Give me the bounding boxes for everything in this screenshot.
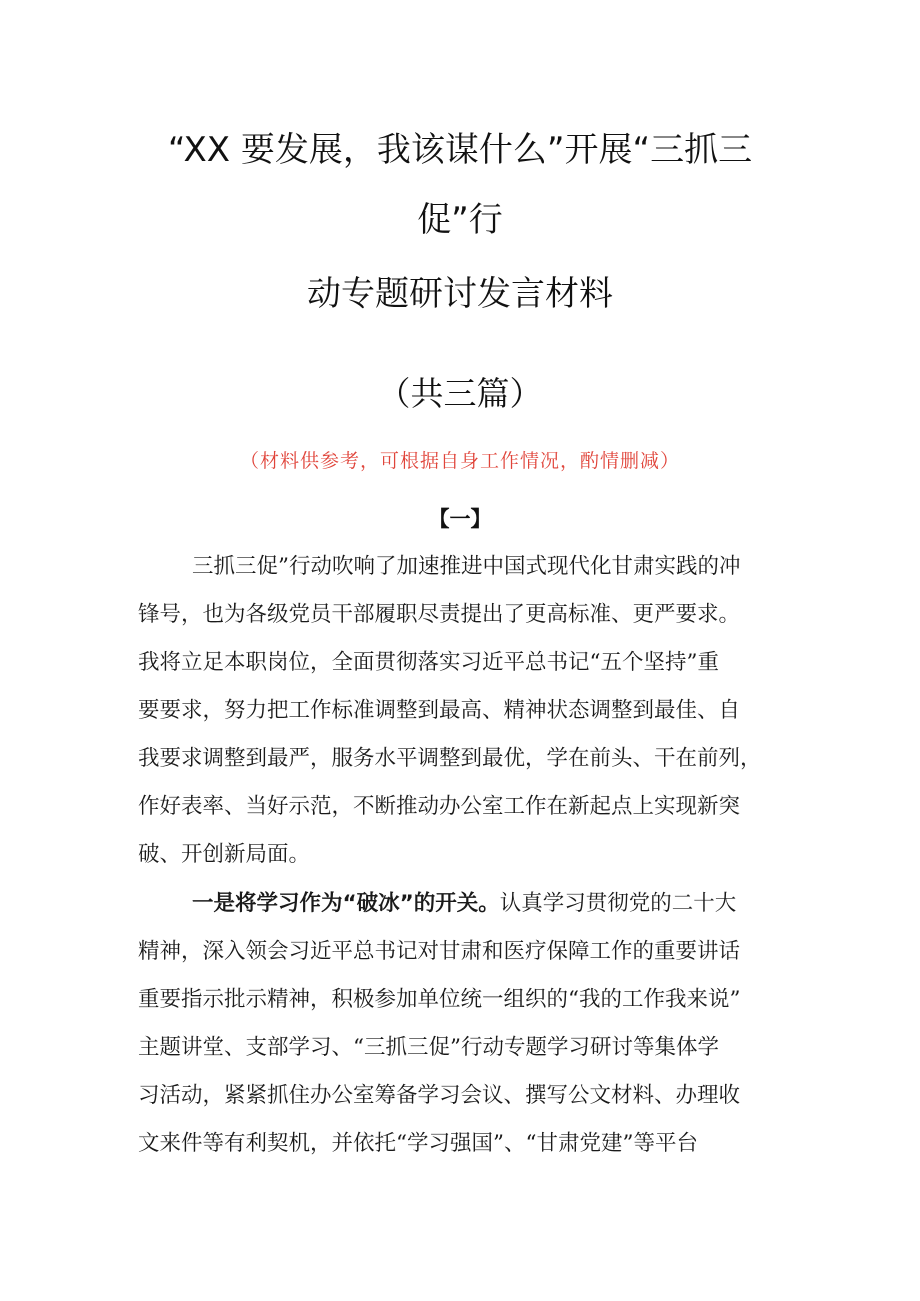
reference-note: （材料供参考，可根据自身工作情况，酌情删减） [239,450,680,472]
paragraph-line: 重要指示批示精神，积极参加单位统一组织的“我的工作我来说” [138,987,741,1012]
document-title-line-2: 促”行 [417,200,503,240]
paragraph-line: 我将立足本职岗位，全面贯彻落实习近平总书记“五个坚持”重 [138,650,719,675]
paragraph-line [192,890,736,918]
document-subtitle: （共三篇） [377,374,543,413]
paragraph-line: 锋号，也为各级党员干部履职尽责提出了更高标准、更严要求。 [138,602,741,627]
section-marker: 【一】 [428,507,492,531]
paragraph-text: 认真学习贯彻党的二十大 [499,891,737,916]
paragraph-line: 要要求，努力把工作标准调整到最高、精神状态调整到最佳、自 [138,698,741,723]
paragraph-line: 我要求调整到最严，服务水平调整到最优，学在前头、干在前列， [138,746,762,771]
document-title-line-3: 动专题研讨发言材料 [307,274,613,314]
paragraph-line: 精神，深入领会习近平总书记对甘肃和医疗保障工作的重要讲话 [138,939,741,964]
paragraph-lead-heading: 一是将学习作为“破冰”的开关。 [192,891,500,916]
paragraph-line: 主题讲堂、支部学习、“三抓三促”行动专题学习研讨等集体学 [138,1035,719,1060]
document-title-line-1: “XX 要发展，我该谋什么”开展“三抓三 [167,130,753,170]
paragraph-line: 三抓三促”行动吹响了加速推进中国式现代化甘肃实践的冲 [192,554,741,579]
paragraph-line: 习活动，紧紧抓住办公室筹备学习会议、撰写公文材料、办理收 [138,1083,741,1108]
paragraph-line: 作好表率、当好示范，不断推动办公室工作在新起点上实现新突 [138,794,741,819]
paragraph-line: 破、开创新局面。 [138,842,311,867]
paragraph-line: 文来件等有利契机，并依托“学习强国”、“甘肃党建”等平台 [138,1131,698,1156]
